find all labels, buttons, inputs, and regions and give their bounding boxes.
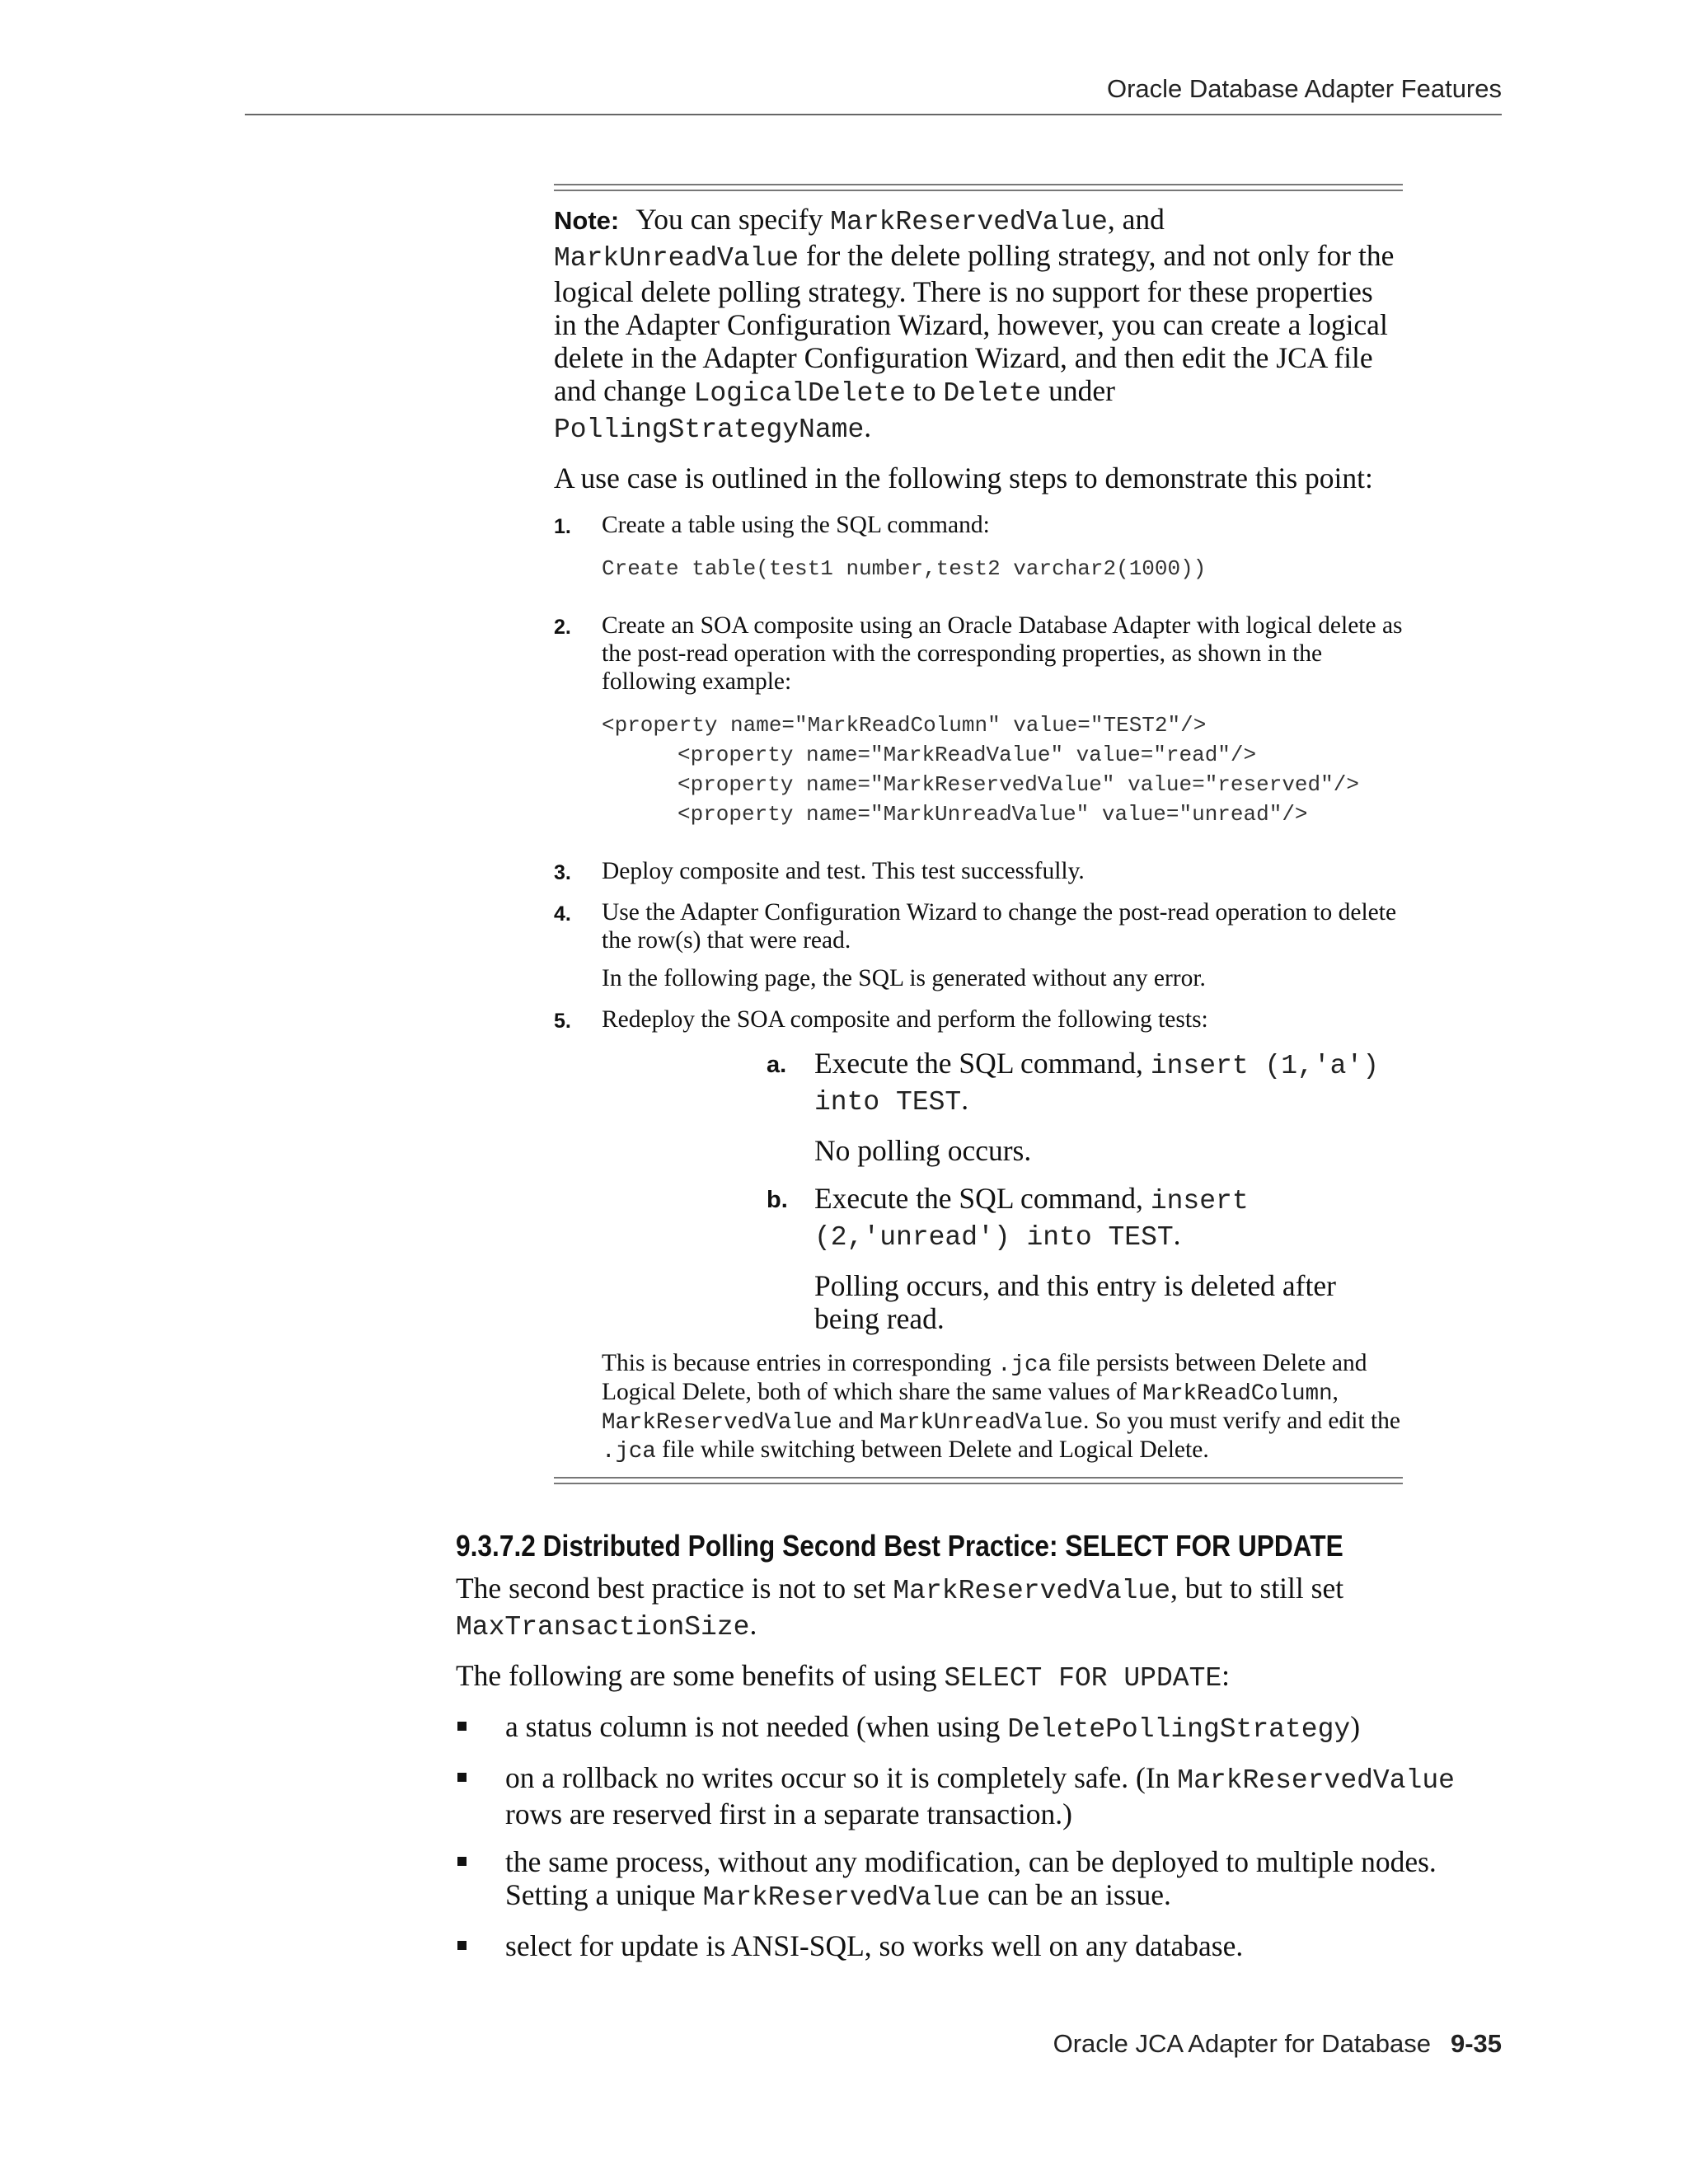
- page-number: 9-35: [1450, 2029, 1502, 2058]
- steps-list: [554, 511, 1403, 1033]
- step-text: Use the Adapter Configuration Wizard to change the post-read operation to delete the row(s) that were read.: [602, 899, 1397, 954]
- code-line: Create table(test1 number,test2 varchar2(1000)): [602, 556, 1207, 581]
- code-line: <property name="MarkReadColumn" value="TEST2"/>: [602, 713, 1207, 738]
- benefit-item: a status column is not needed (when using DeletePollingStrategy): [456, 1710, 1511, 1746]
- substep-a: [767, 1047, 1403, 1167]
- step-text: Create an SOA composite using an Oracle Database Adapter with logical delete as the post-read operation with the corresponding properties, as shown in the following example:: [602, 612, 1403, 695]
- step-2: [554, 612, 1403, 829]
- substep-letter: b.: [767, 1187, 788, 1213]
- note-bottom-rule: [554, 1477, 1403, 1484]
- section-select-for-update: [456, 1529, 1511, 1977]
- step-text: Deploy composite and test. This test successfully.: [602, 858, 1085, 884]
- bullet-square-icon: [457, 1722, 467, 1731]
- step-4: [554, 898, 1403, 992]
- bullet-square-icon: [457, 1773, 467, 1782]
- section-heading: 9.3.7.2 Distributed Polling Second Best Practice: SELECT FOR UPDATE: [456, 1529, 1343, 1563]
- step-1: [554, 511, 1403, 583]
- bullet-square-icon: [457, 1857, 467, 1866]
- step-5: [554, 1005, 1403, 1033]
- step-number: 5.: [554, 1010, 571, 1033]
- section-paragraph-2: The following are some benefits of using SELECT FOR UPDATE:: [456, 1659, 1231, 1694]
- substep-letter: a.: [767, 1052, 787, 1078]
- substeps-list: [767, 1047, 1403, 1335]
- step-number: 4.: [554, 902, 571, 926]
- step-text: Redeploy the SOA composite and perform the following tests:: [602, 1006, 1208, 1033]
- benefit-item: select for update is ANSI-SQL, so works well on any database.: [456, 1929, 1511, 1962]
- step-sub-paragraph: In the following page, the SQL is generated without any error.: [602, 965, 1206, 991]
- running-header-title: Oracle Database Adapter Features: [1106, 74, 1502, 103]
- code-block-create-table: [602, 554, 1403, 583]
- substep-text: Execute the SQL command, insert (2,'unread') into TEST.: [814, 1182, 1249, 1253]
- benefit-item: the same process, without any modification, can be deployed to multiple nodes. Setting a unique MarkReservedValue can be an issue.: [456, 1845, 1511, 1915]
- section-paragraph-1: The second best practice is not to set MarkReservedValue, but to still set MaxTransactionSize.: [456, 1572, 1344, 1643]
- bullet-square-icon: [457, 1941, 467, 1950]
- step-3: [554, 857, 1403, 885]
- benefit-item: on a rollback no writes occur so it is completely safe. (In MarkReservedValue rows are reserved first in a separate transaction.): [456, 1761, 1511, 1830]
- note-box: [554, 184, 1403, 1484]
- note-paragraph-1: Note: You can specify MarkReservedValue, and MarkUnreadValue for the delete polling strategy, and not only for the logical delete polling strategy. There is no support for these properties in the Adapter Configuration Wizard, however, you can create a logical delete in the Adapter Configuration Wizard, and then edit the JCA file and change LogicalDelete to Delete under PollingStrategyName.: [554, 203, 1395, 445]
- code-block-properties: [602, 710, 1403, 829]
- note-top-rule: [554, 184, 1403, 191]
- step-number: 3.: [554, 861, 571, 884]
- substep-text: Execute the SQL command, insert (1,'a') into TEST.: [814, 1047, 1380, 1118]
- page-footer: [1053, 2029, 1502, 2059]
- step-number: 2.: [554, 616, 571, 639]
- note-closing-paragraph: This is because entries in corresponding .jca file persists between Delete and Logical Delete, both of which share the same values of MarkReadColumn, MarkReservedValue and MarkUnreadValue. So you must verify and edit the .jca file while switching between Delete and Logical Delete.: [602, 1350, 1401, 1465]
- step-text: Create a table using the SQL command:: [602, 512, 990, 538]
- step-number: 1.: [554, 515, 571, 538]
- benefits-list: [456, 1710, 1511, 1962]
- running-header: [245, 71, 1502, 115]
- code-line: <property name="MarkReservedValue" value="reserved"/>: [678, 772, 1359, 797]
- footer-title: Oracle JCA Adapter for Database: [1053, 2029, 1431, 2058]
- substep-b: [767, 1182, 1403, 1335]
- note-paragraph-2: A use case is outlined in the following steps to demonstrate this point:: [554, 462, 1373, 494]
- code-line: <property name="MarkUnreadValue" value="unread"/>: [678, 802, 1308, 827]
- code-line: <property name="MarkReadValue" value="read"/>: [678, 743, 1257, 767]
- note-label: Note:: [554, 206, 620, 235]
- substep-result: Polling occurs, and this entry is deleted after being read.: [814, 1269, 1336, 1335]
- substep-result: No polling occurs.: [814, 1134, 1032, 1167]
